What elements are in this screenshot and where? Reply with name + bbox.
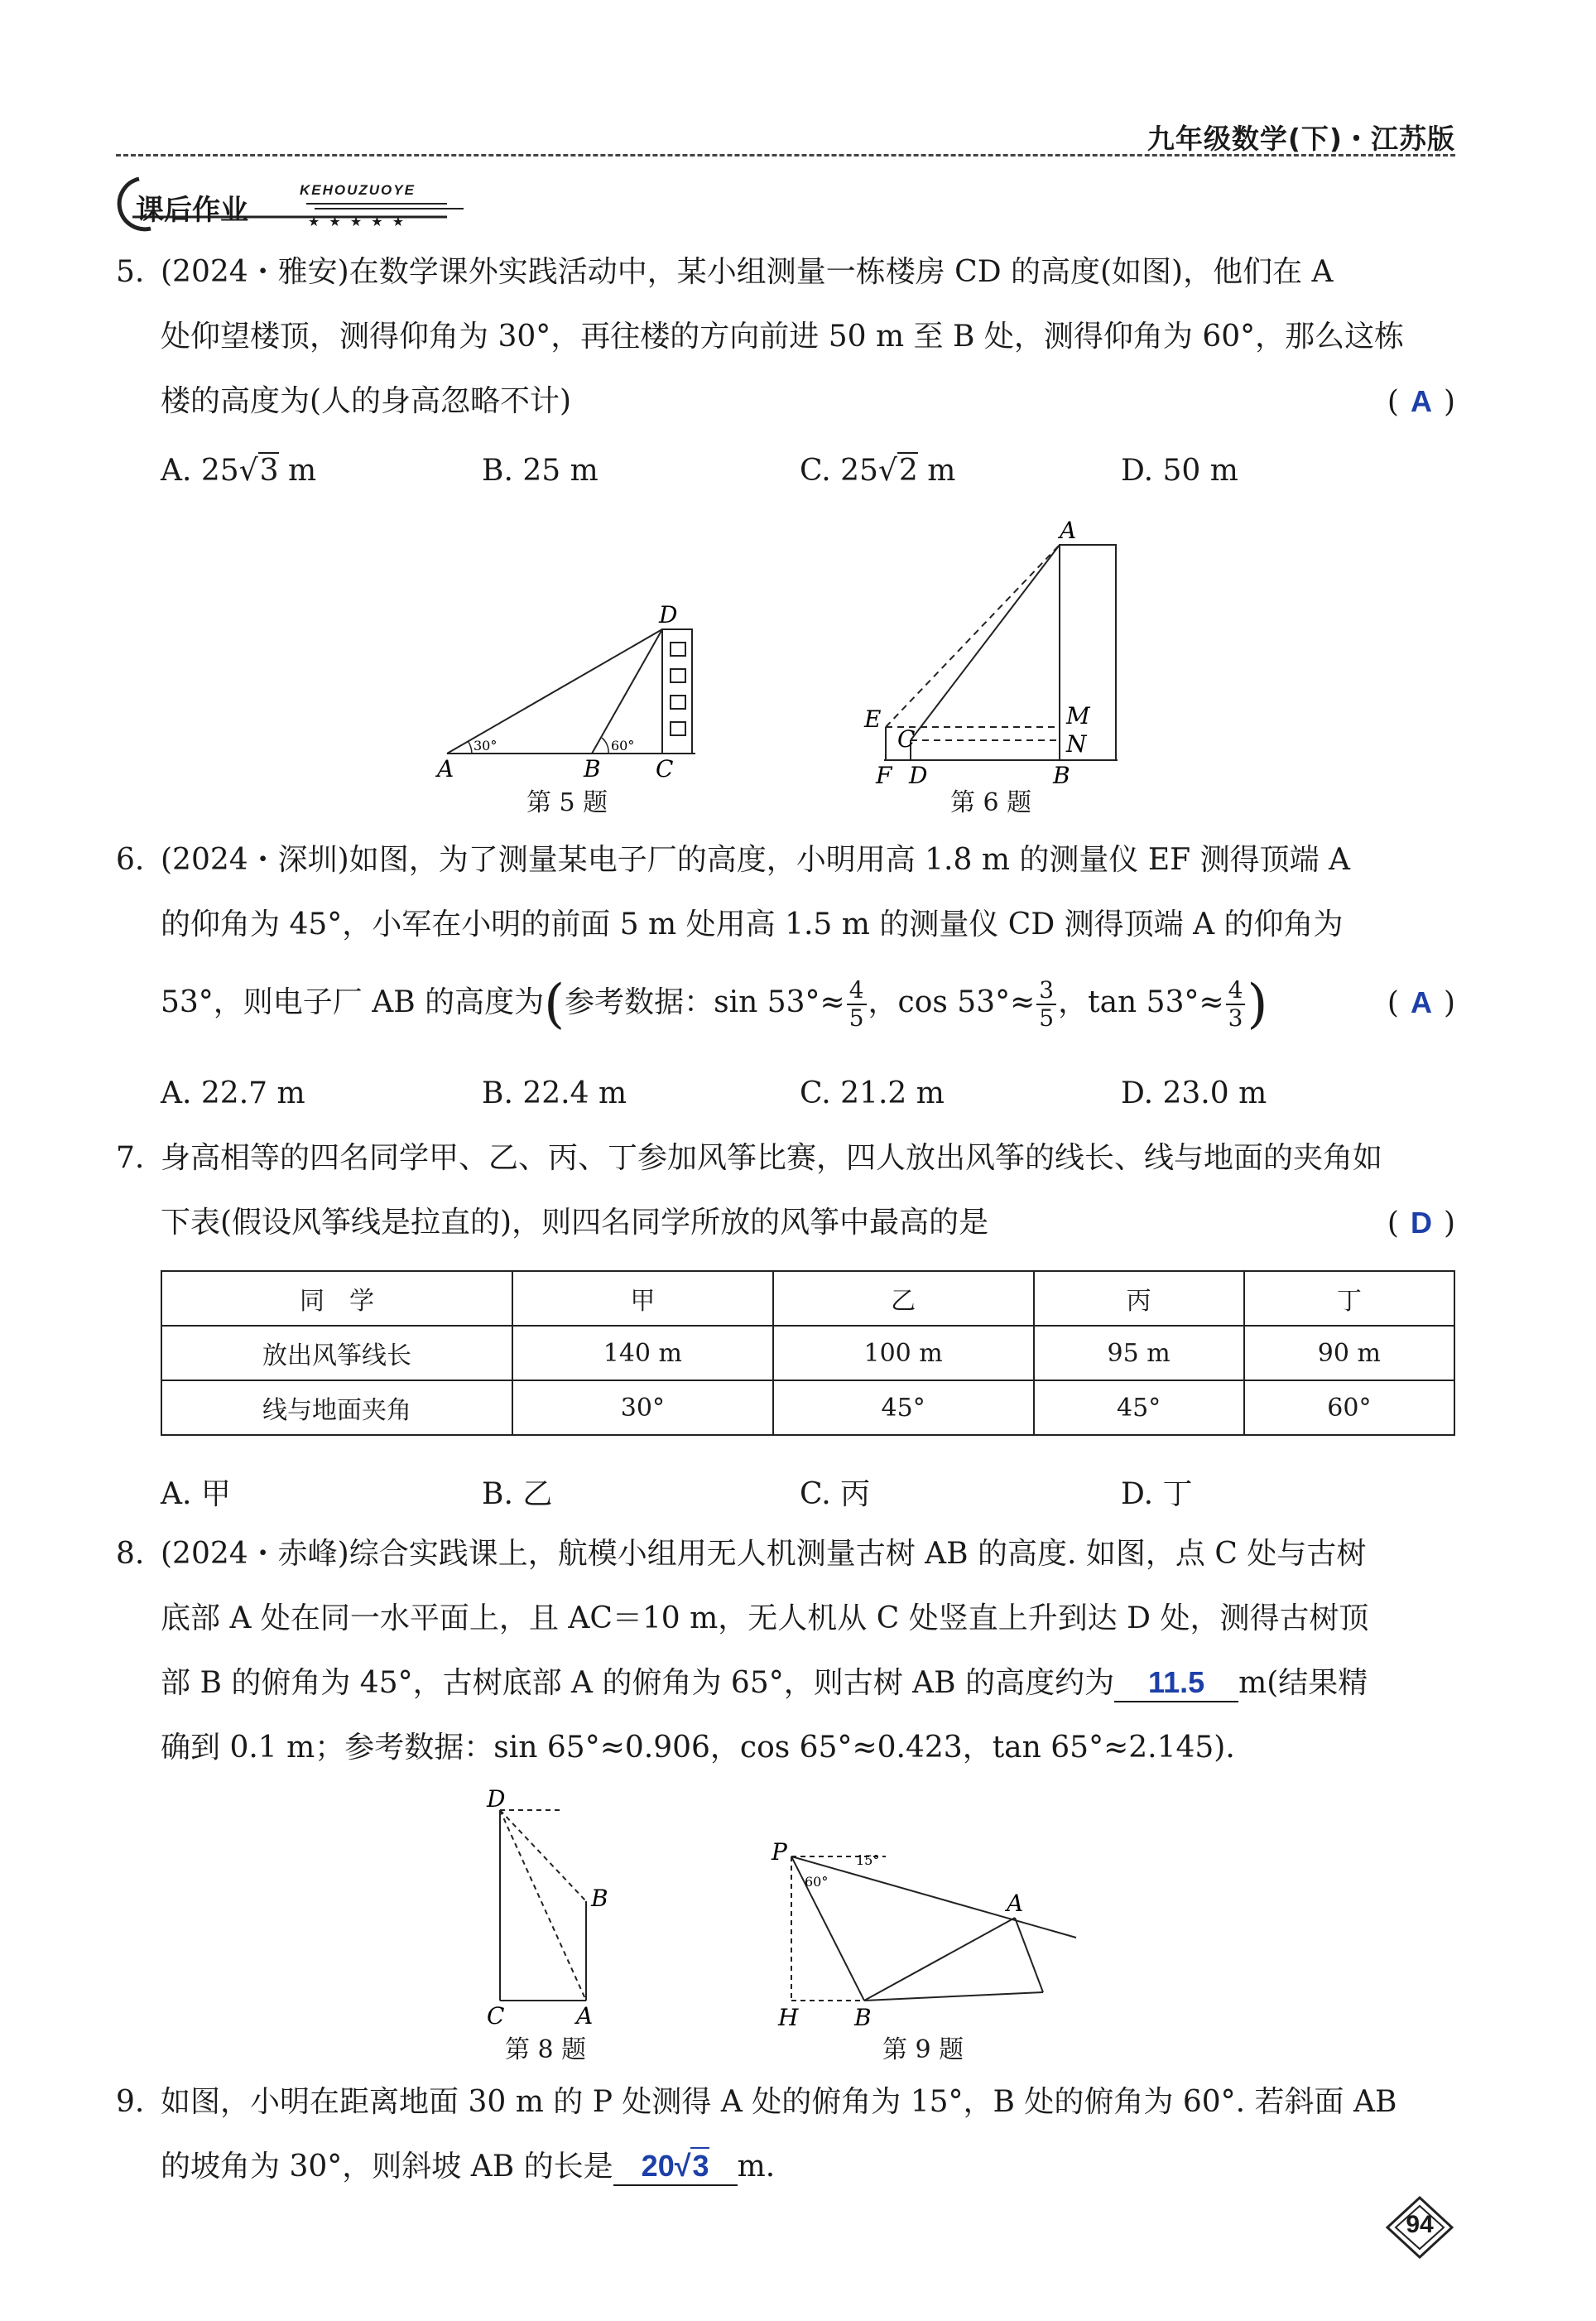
- table-cell: 140 m: [512, 1326, 773, 1380]
- label-A: A: [437, 755, 454, 782]
- label-30: 30°: [474, 738, 498, 754]
- option-a: A. 25√3 m: [161, 454, 317, 488]
- page-number-badge: [1384, 2194, 1455, 2261]
- answer-letter: D: [1410, 1206, 1432, 1240]
- label-E: E: [864, 705, 882, 733]
- table-cell: 100 m: [773, 1326, 1034, 1380]
- question-text-line: (2024・深圳)如图，为了测量某电子厂的高度，小明用高 1.8 m 的测量仪 EF 测得顶端 A: [161, 843, 1351, 877]
- question-8: [116, 1522, 1455, 1780]
- label-D: D: [487, 1785, 506, 1813]
- question-6: [116, 828, 1455, 1050]
- question-text-line: 的坡角为 30°，则斜坡 AB 的长是 20√3 m.: [161, 2135, 1455, 2199]
- option-b: B. 25 m: [482, 454, 598, 488]
- question-text-line: [161, 369, 1455, 434]
- question-text: 下表(假设风筝线是拉直的)，则四名同学所放的风筝中最高的是: [161, 1206, 989, 1240]
- label-P: P: [772, 1838, 787, 1866]
- option-b: B. 乙: [482, 1477, 553, 1511]
- option-c: C. 21.2 m: [800, 1076, 945, 1110]
- question-text-line: 如图，小明在距离地面 30 m 的 P 处测得 A 处的俯角为 15°，B 处的俯角为 60°. 若斜面 AB: [161, 2085, 1397, 2119]
- figure-6: [861, 518, 1142, 783]
- table-header-cell: 甲: [512, 1271, 773, 1326]
- table-cell: 60°: [1244, 1380, 1454, 1435]
- label-C: C: [897, 725, 916, 753]
- figure-5-caption: 第 5 题: [526, 788, 608, 817]
- option-c: C. 25√2 m: [800, 454, 956, 488]
- answer-letter: A: [1410, 384, 1432, 418]
- label-B: B: [584, 755, 601, 782]
- question-text-line: 确到 0.1 m；参考数据：sin 65°≈0.906，cos 65°≈0.423，tan 65°≈2.145).: [161, 1731, 1235, 1765]
- page-number: 94: [1406, 2211, 1434, 2238]
- answer-bracket: ( A ): [1387, 384, 1455, 419]
- badge-stars: ★ ★ ★ ★ ★: [308, 214, 407, 229]
- question-text-line: 的仰角为 45°，小军在小明的前面 5 m 处用高 1.5 m 的测量仪 CD 测得顶端 A 的仰角为: [161, 908, 1344, 941]
- question-text-line: 底部 A 处在同一水平面上，且 AC＝10 m，无人机从 C 处竖直上升到达 D 处，测得古树顶: [161, 1601, 1369, 1635]
- label-M: M: [1066, 702, 1090, 730]
- figure-6-caption: 第 6 题: [950, 788, 1032, 817]
- header-divider: [116, 154, 1455, 156]
- table-cell: 45°: [1034, 1380, 1244, 1435]
- table-header-cell: 同 学: [161, 1271, 512, 1326]
- table-cell: 95 m: [1034, 1326, 1244, 1380]
- table-row: [161, 1326, 1454, 1380]
- fraction-sin: $\frac{4}{5}$: [847, 977, 867, 1032]
- label-A: A: [1007, 1890, 1024, 1917]
- question-7: [116, 1126, 1455, 1255]
- question-text-line: (2024・雅安)在数学课外实践活动中，某小组测量一栋楼房 CD 的高度(如图)，他们在 A: [161, 255, 1334, 289]
- question-number: 8.: [116, 1537, 145, 1571]
- question-number: 5.: [116, 255, 145, 289]
- question-text-line: 身高相等的四名同学甲、乙、丙、丁参加风筝比赛，四人放出风筝的线长、线与地面的夹角如: [161, 1141, 1383, 1175]
- label-B: B: [854, 2004, 872, 2031]
- label-B: B: [591, 1885, 608, 1912]
- question-text-line: [161, 1191, 1455, 1255]
- label-C: C: [487, 2002, 505, 2030]
- question-text-line: 53°，则电子厂 AB 的高度为(参考数据：sin 53°≈ $\frac{4}{5}$ ，cos 53°≈ $\frac{3}{5}$ ，tan 53°≈ $\frac{4}{3}$ ) ( A ): [161, 957, 1455, 1050]
- option-d: D. 丁: [1121, 1477, 1193, 1511]
- answer-blank: 20√3: [613, 2148, 738, 2186]
- table-header-cell: 乙: [773, 1271, 1034, 1326]
- option-d: D. 50 m: [1121, 454, 1238, 488]
- figure-8: [472, 1785, 637, 2034]
- section-badge: [116, 171, 480, 237]
- figure-9-caption: 第 9 题: [882, 2035, 964, 2064]
- option-c: C. 丙: [800, 1477, 871, 1511]
- question-9: [116, 2070, 1455, 2199]
- question-text-line: (2024・赤峰)综合实践课上，航模小组用无人机测量古树 AB 的高度. 如图，点 C 处与古树: [161, 1537, 1367, 1571]
- label-60: 60°: [611, 738, 635, 754]
- figure-5: [430, 596, 728, 787]
- label-D: D: [909, 762, 928, 783]
- answer-bracket: ( A ): [1387, 985, 1455, 1020]
- figure-9: [762, 1835, 1093, 2034]
- answer-blank: 11.5: [1114, 1664, 1238, 1702]
- question-number: 7.: [116, 1141, 145, 1175]
- label-N: N: [1066, 730, 1087, 758]
- question-text-line: 部 B 的俯角为 45°，古树底部 A 的俯角为 65°，则古树 AB 的高度约为 11.5 m(结果精: [161, 1651, 1455, 1716]
- table-header-cell: 丁: [1244, 1271, 1454, 1326]
- label-B: B: [1053, 762, 1070, 783]
- figure-8-caption: 第 8 题: [505, 2035, 587, 2064]
- label-60: 60°: [805, 1874, 829, 1890]
- question-number: 9.: [116, 2085, 145, 2119]
- question-text: 楼的高度为(人的身高忽略不计): [161, 384, 572, 418]
- reference-data: 参考数据：sin 53°≈ $\frac{4}{5}$ ，cos 53°≈ $\frac{3}{5}$ ，tan 53°≈ $\frac{4}{3}$: [565, 985, 1247, 1019]
- table-cell: 90 m: [1244, 1326, 1454, 1380]
- table-cell: 线与地面夹角: [161, 1380, 512, 1435]
- option-d: D. 23.0 m: [1121, 1076, 1267, 1110]
- question-text: 53°，则电子厂 AB 的高度为: [161, 985, 545, 1019]
- option-a: A. 甲: [161, 1477, 231, 1511]
- question-text-line: 处仰望楼顶，测得仰角为 30°，再往楼的方向前进 50 m 至 B 处，测得仰角为 60°，那么这栋: [161, 320, 1405, 354]
- table-header-cell: 丙: [1034, 1271, 1244, 1326]
- fraction-tan: $\frac{4}{3}$: [1226, 977, 1246, 1032]
- option-a: A. 22.7 m: [161, 1076, 305, 1110]
- table-cell: 30°: [512, 1380, 773, 1435]
- table-cell: 45°: [773, 1380, 1034, 1435]
- answer-bracket: ( D ): [1387, 1206, 1455, 1240]
- label-F: F: [876, 762, 892, 783]
- question-number: 6.: [116, 843, 145, 877]
- label-15: 15°: [856, 1852, 880, 1868]
- fraction-cos: $\frac{3}{5}$: [1036, 977, 1056, 1032]
- header-title: 九年级数学(下)・江苏版: [1147, 123, 1455, 155]
- question-5: [116, 240, 1455, 434]
- label-H: H: [778, 2004, 799, 2031]
- table-cell: 放出风筝线长: [161, 1326, 512, 1380]
- label-A: A: [576, 2002, 594, 2030]
- answer-letter: A: [1410, 985, 1432, 1019]
- kite-table: [161, 1270, 1455, 1436]
- badge-label: 课后作业: [136, 194, 248, 227]
- option-b: B. 22.4 m: [482, 1076, 627, 1110]
- label-D: D: [659, 601, 678, 628]
- label-C: C: [656, 755, 674, 782]
- table-row: [161, 1380, 1454, 1435]
- label-A: A: [1060, 518, 1077, 544]
- badge-pinyin: KEHOUZUOYE: [300, 182, 416, 198]
- table-header-row: [161, 1271, 1454, 1326]
